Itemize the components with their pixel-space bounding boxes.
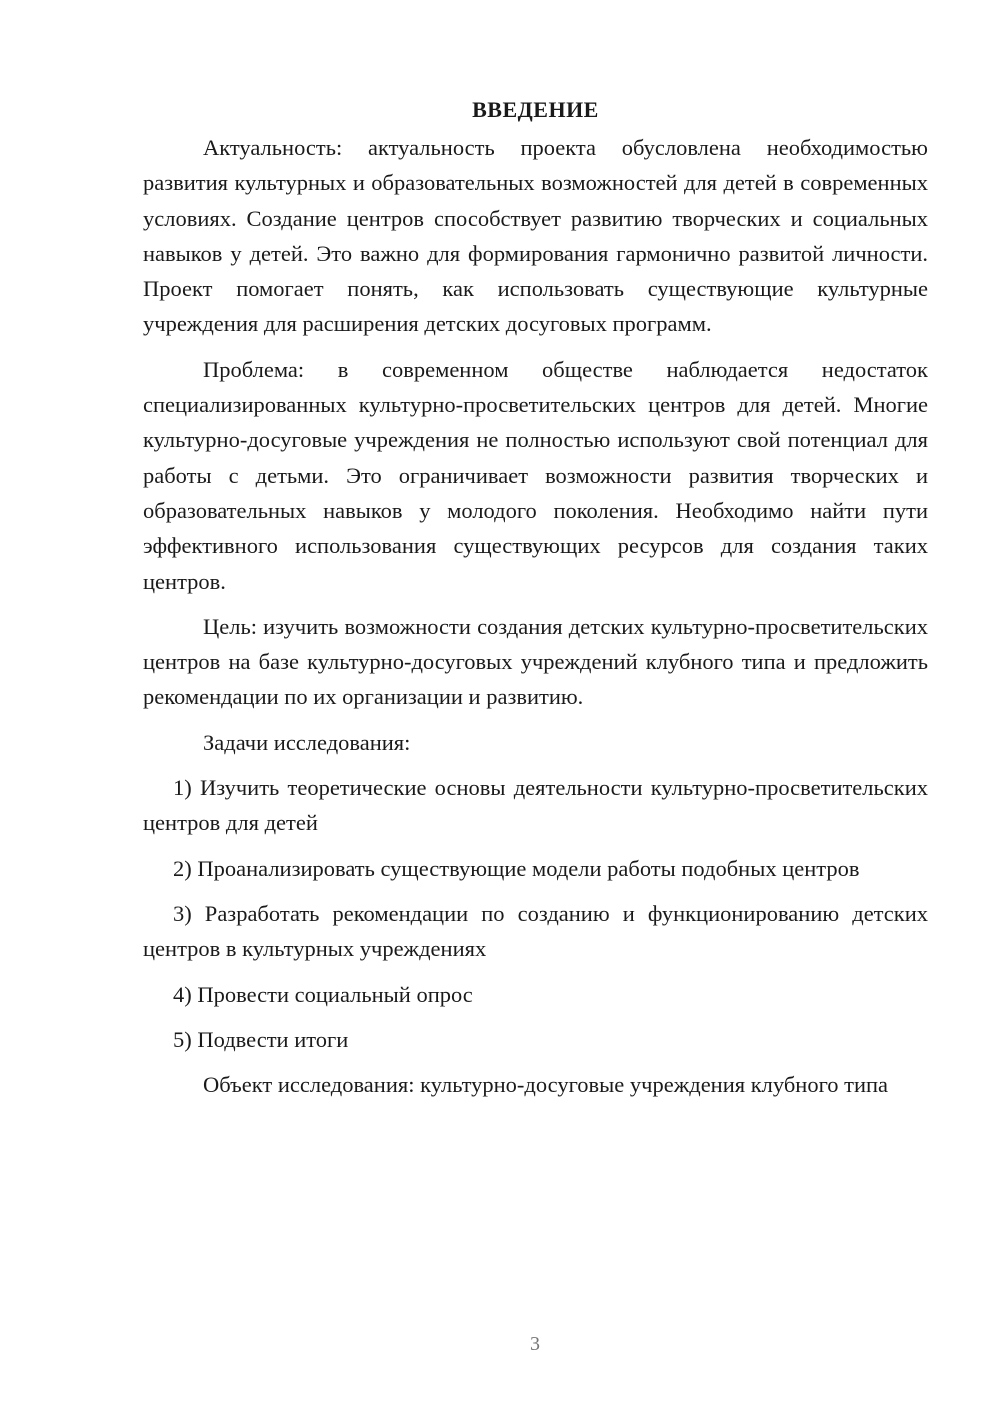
document-page: [143, 92, 928, 1112]
task-item-2: 2) Проанализировать существующие модели работы подобных центров: [173, 855, 860, 881]
goal-paragraph: Цель: изучить возможности создания детских культурно-просветительских центров на базе культурно-досуговых учреждений клубного типа и предложить рекомендации по их организации и развитию.: [143, 613, 928, 710]
section-heading: ВВЕДЕНИЕ: [472, 97, 599, 122]
problem-paragraph: Проблема: в современном обществе наблюдается недостаток специализированных культурно-просветительских центров для детей. Многие культурно-досуговые учреждения не полностью используют свой потенциал для работы с детьми. Это ограничивает возможности развития творческих и образовательных навыков у молодого поколения. Необходимо найти пути эффективного использования существующих ресурсов для создания таких центров.: [143, 356, 928, 594]
task-item-4: 4) Провести социальный опрос: [173, 981, 473, 1007]
tasks-heading: Задачи исследования:: [203, 729, 411, 755]
object-paragraph: Объект исследования: культурно-досуговые учреждения клубного типа: [203, 1072, 889, 1098]
task-item-5: 5) Подвести итоги: [173, 1026, 349, 1052]
task-item-1: 1) Изучить теоретические основы деятельности культурно-просветительских центров для детей: [143, 775, 928, 836]
task-item-3: 3) Разработать рекомендации по созданию и функционированию детских центров в культурных учреждениях: [143, 900, 928, 962]
relevance-paragraph: Актуальность: актуальность проекта обусловлена необходимостью развития культурных и образовательных возможностей для детей в современных условиях. Создание центров способствует развитию творческих и социальных навыков у детей. Это важно для формирования гармонично развитой личности. Проект помогает понять, как использовать существующие культурные учреждения для расширения детских досуговых программ.: [143, 135, 928, 337]
tasks-list: [143, 770, 928, 1057]
page-number: 3: [530, 1333, 540, 1355]
